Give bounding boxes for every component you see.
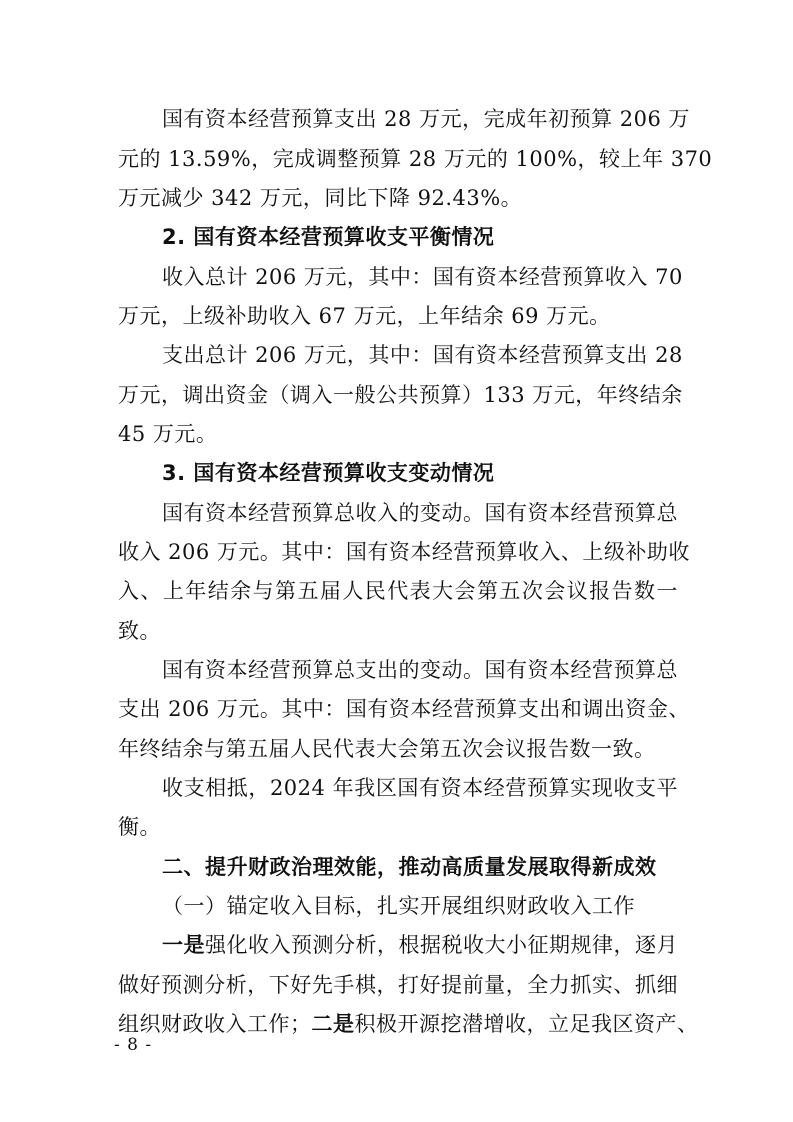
paragraph-line: 国有资本经营预算总支出的变动。国有资本经营预算总 — [162, 658, 678, 682]
paragraph-line — [118, 1010, 699, 1038]
paragraph-line: 支出 206 万元。其中：国有资本经营预算支出和调出资金、 — [118, 697, 690, 721]
paragraph-text: 强化收入预测分析，根据税收大小征期规律，逐月 — [205, 933, 678, 957]
paragraph-line: 收入 206 万元。其中：国有资本经营预算收入、上级补助收 — [118, 540, 690, 564]
paragraph-line: 45 万元。 — [118, 422, 218, 446]
subsection-heading: （一）锚定收入目标，扎实开展组织财政收入工作 — [162, 894, 635, 918]
paragraph-line: 致。 — [118, 619, 161, 643]
paragraph-line: 万元，上级补助收入 67 万元，上年结余 69 万元。 — [118, 304, 611, 328]
section-heading: 2. 国有资本经营预算收支平衡情况 — [162, 225, 495, 249]
paragraph-line: 收支相抵，2024 年我区国有资本经营预算实现收支平 — [162, 776, 678, 800]
paragraph-line: 做好预测分析，下好先手棋，打好提前量，全力抓实、抓细 — [118, 973, 678, 997]
paragraph-line: 入、上年结余与第五届人民代表大会第五次会议报告数一 — [118, 579, 678, 603]
chapter-heading: 二、提升财政治理效能，推动高质量发展取得新成效 — [162, 855, 657, 879]
paragraph-line: 年终结余与第五届人民代表大会第五次会议报告数一致。 — [118, 737, 656, 761]
paragraph-line: 万元减少 342 万元，同比下降 92.43%。 — [118, 186, 523, 210]
paragraph-text: 积极开源挖潜增收，立足我区资产、 — [354, 1012, 699, 1036]
emphasis-second: 二是 — [311, 1012, 355, 1036]
paragraph-line: 元的 13.59%，完成调整预算 28 万元的 100%，较上年 370 — [118, 147, 713, 171]
paragraph-line: 国有资本经营预算支出 28 万元，完成年初预算 206 万 — [162, 107, 691, 131]
paragraph-text: 组织财政收入工作； — [118, 1012, 312, 1036]
section-heading: 3. 国有资本经营预算收支变动情况 — [162, 461, 495, 485]
paragraph-line — [162, 931, 678, 959]
paragraph-line: 收入总计 206 万元，其中：国有资本经营预算收入 70 — [162, 265, 683, 289]
paragraph-line: 衡。 — [118, 815, 161, 839]
emphasis-first: 一是 — [162, 933, 205, 957]
paragraph-line: 国有资本经营预算总收入的变动。国有资本经营预算总 — [162, 501, 678, 525]
paragraph-line: 万元，调出资金（调入一般公共预算）133 万元，年终结余 — [118, 383, 683, 407]
page-number: - 8 - — [114, 1035, 153, 1055]
paragraph-line: 支出总计 206 万元，其中：国有资本经营预算支出 28 — [162, 343, 683, 367]
